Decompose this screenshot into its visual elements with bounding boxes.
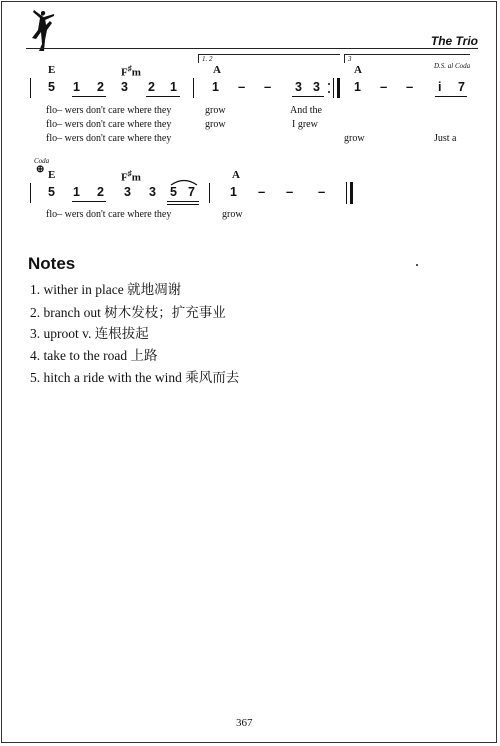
barline-start bbox=[30, 183, 31, 203]
repeat-dot bbox=[328, 91, 330, 93]
header-rule bbox=[26, 48, 478, 49]
note: 1 bbox=[73, 80, 80, 94]
chord-f-sharp-minor: F♯m bbox=[121, 64, 141, 79]
chord-e: E bbox=[48, 64, 56, 76]
note: 1 bbox=[230, 185, 237, 199]
note: 5 bbox=[48, 80, 55, 94]
beam bbox=[435, 96, 467, 97]
tie-arc bbox=[170, 178, 198, 186]
final-barline-thin bbox=[346, 182, 347, 204]
lyric-line: flo– wers don't care where they bbox=[46, 133, 172, 144]
beam bbox=[72, 201, 106, 202]
note-item: 2. branch out 树木发枝；扩充事业 bbox=[30, 305, 226, 320]
barline-start bbox=[30, 78, 31, 98]
chord-f-sharp-minor: F♯m bbox=[121, 169, 141, 184]
lyric-line: grow bbox=[205, 105, 226, 116]
note: 3 bbox=[124, 185, 131, 199]
note: 7 bbox=[458, 80, 465, 94]
note: 3 bbox=[313, 80, 320, 94]
note: 1 bbox=[212, 80, 219, 94]
note-item: 4. take to the road 上路 bbox=[30, 348, 158, 363]
lyric-line: flo– wers don't care where they bbox=[46, 209, 172, 220]
lyric-line: grow bbox=[205, 119, 226, 130]
note: 1 bbox=[354, 80, 361, 94]
section-title: The Trio bbox=[430, 34, 478, 48]
note: 1 bbox=[73, 185, 80, 199]
dash: – bbox=[406, 79, 414, 94]
chord-a: A bbox=[232, 169, 240, 181]
beam bbox=[146, 96, 180, 97]
dancer-silhouette-icon bbox=[28, 8, 58, 52]
dash: – bbox=[318, 184, 326, 199]
lyric-line: I grew bbox=[292, 119, 318, 130]
note: 7 bbox=[188, 185, 195, 199]
lyric-line: Just a bbox=[434, 133, 457, 144]
note: 2 bbox=[148, 80, 155, 94]
note: 3 bbox=[121, 80, 128, 94]
note: 1 bbox=[170, 80, 177, 94]
note-item: 1. wither in place 就地凋谢 bbox=[30, 282, 182, 297]
volta-bracket-1 bbox=[198, 54, 340, 55]
note: 3 bbox=[295, 80, 302, 94]
dash: – bbox=[380, 79, 388, 94]
note: 3 bbox=[149, 185, 156, 199]
dash: – bbox=[264, 79, 272, 94]
chord-e: E bbox=[48, 169, 56, 181]
note-item: 5. hitch a ride with the wind 乘风而去 bbox=[30, 370, 240, 385]
dash: – bbox=[238, 79, 246, 94]
scan-speck bbox=[416, 264, 418, 266]
chord-a-volta1: A bbox=[213, 64, 221, 76]
note: 2 bbox=[97, 185, 104, 199]
lyric-line: flo– wers don't care where they bbox=[46, 119, 172, 130]
lyric-line: flo– wers don't care where they bbox=[46, 105, 172, 116]
coda-label: Coda bbox=[34, 157, 50, 165]
note: 5 bbox=[170, 185, 177, 199]
volta-bracket-1-hook bbox=[198, 54, 199, 63]
repeat-barline-thin bbox=[333, 78, 334, 98]
barline bbox=[209, 183, 210, 203]
note-item: 3. uproot v. 连根拔起 bbox=[30, 326, 149, 341]
beam bbox=[167, 201, 199, 202]
lyric-line: grow bbox=[222, 209, 243, 220]
lyric-line: grow bbox=[344, 133, 365, 144]
repeat-barline-thick bbox=[337, 78, 340, 98]
notes-heading: Notes bbox=[28, 254, 76, 273]
barline bbox=[193, 78, 194, 98]
repeat-dot bbox=[328, 83, 330, 85]
coda-icon: ⊕ bbox=[36, 164, 45, 175]
dash: – bbox=[286, 184, 294, 199]
note: i bbox=[438, 80, 442, 94]
chord-a-volta2: A bbox=[354, 64, 362, 76]
beam bbox=[72, 96, 106, 97]
lyric-line: And the bbox=[290, 105, 322, 116]
page-number: 367 bbox=[236, 717, 253, 729]
volta-label-2: 3 bbox=[348, 55, 352, 63]
volta-label-1: 1. 2 bbox=[202, 55, 213, 63]
volta-bracket-2 bbox=[344, 54, 470, 55]
beam bbox=[292, 96, 324, 97]
note: 2 bbox=[97, 80, 104, 94]
note: 5 bbox=[48, 185, 55, 199]
beam bbox=[167, 204, 199, 205]
ds-al-coda-label: D.S. al Coda bbox=[434, 62, 471, 70]
dash: – bbox=[258, 184, 266, 199]
volta-bracket-2-hook bbox=[344, 54, 345, 63]
final-barline-thick bbox=[350, 182, 353, 204]
